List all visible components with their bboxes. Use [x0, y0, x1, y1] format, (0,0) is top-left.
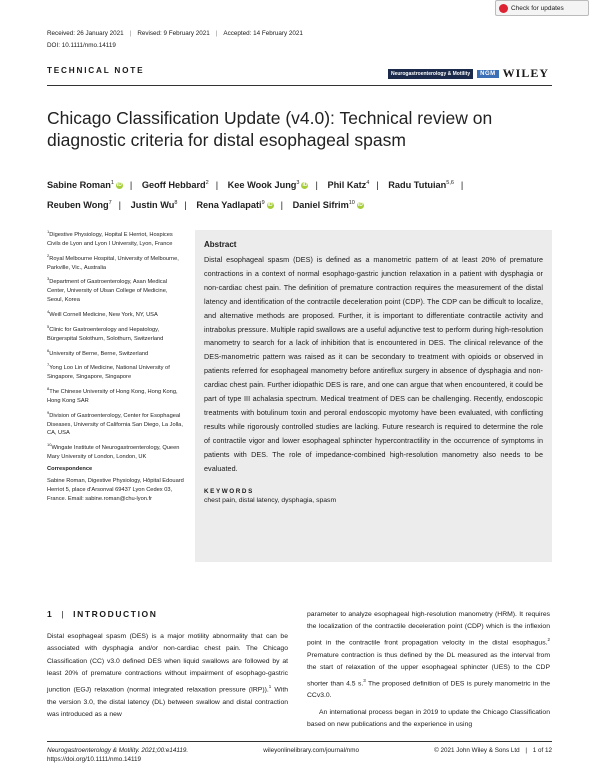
journal-citation: Neurogastroenterology & Motility. 2021;00:e14119.: [47, 747, 189, 754]
header-rule: [47, 85, 552, 86]
affiliation: $^2$Royal Melbourne Hospital, University of Melbourne, Parkville, Vic., Australia: [47, 252, 179, 271]
correspondence-text: Sabine Roman, Digestive Physiology, Hôpital Edouard Herriot 5, place d'Arsonval 69437 Lyon Cedex 03, France. Email: sabine.roman@chu-lyon.fr: [47, 477, 184, 502]
affiliation: $^3$Department of Gastroenterology, Asan Medical Center, University of Ulsan College of Medicine, Seoul, Korea: [47, 276, 168, 304]
author[interactable]: Radu Tutuian$^{5,6}$: [388, 180, 454, 191]
title-line-2: diagnostic criteria for distal esophageal spasm: [47, 130, 406, 150]
body-column-left: Distal esophageal spasm (DES) is a major motility abnormality that can be associated with dysphagia and/or non-cardiac chest pain. The Chicago Classification (CC) v3.0 defined DES when liquid swallows are followed by at least 20% of premature contractions without impairment of esophago-gastric junction (EGJ) relaxation (normal integrated relaxation pressure (IRP)).$^1$ With the version 3.0, the distal latency (DL) between swallow and distal contraction was introduced as a new: [47, 633, 289, 718]
article-type: TECHNICAL NOTE: [47, 66, 145, 75]
keywords: chest pain, distal latency, dysphagia, spasm: [204, 496, 337, 504]
journal-logo: Neurogastroenterology & Motility: [388, 69, 473, 79]
author[interactable]: Justin Wu$^8$: [130, 200, 178, 211]
author[interactable]: Reuben Wong$^7$: [47, 200, 112, 211]
article-dates: [47, 30, 303, 37]
reference-link[interactable]: 3: [363, 677, 366, 683]
footer-rule: [47, 741, 552, 742]
correspondence-heading: Correspondence: [47, 466, 93, 473]
affiliation: $^8$The Chinese University of Hong Kong, Hong Kong, Hong Kong SAR: [47, 386, 178, 404]
society-logo: NGM: [477, 70, 499, 78]
body-column-right: [307, 609, 550, 732]
affiliation: $^5$Clinic for Gastroenterology and Hepatology, Bürgerspital Solothurn, Solothurn, Switzerland: [47, 323, 164, 342]
date-separator: |: [129, 30, 132, 37]
orcid-icon[interactable]: iD: [267, 202, 273, 209]
section-number: 1: [47, 609, 54, 619]
section-title: INTRODUCTION: [73, 609, 158, 619]
orcid-icon[interactable]: iD: [302, 182, 308, 189]
author-list: Sabine Roman$^1$ iD | Geoff Hebbard$^2$ | Kee Wook Jung$^3$ iD | Phil Katz$^4$ | Radu Tutuian$^{5,6}$ | Reuben Wong$^7$ | Justin Wu$^8$ | Rena Yadlapati$^9$ iD | Daniel Sifrim$^{10}$ iD: [47, 180, 464, 211]
article-title: [47, 107, 527, 151]
abstract-box: [195, 230, 552, 562]
abstract-text: Distal esophageal spasm (DES) is defined as a manometric pattern of at least 20% of premature contractions in a context of normal esophago-gastric junction relaxation in a patient with dysphagia or non-cardiac chest pain. The definition of premature contraction requires the measurement of the distal latency and identification of the contractile deceleration point (CDP). The CDP can be difficult to localize, and alternative methods are proposed. Further, it is important to differentiate contractile activity and intrabolus pressure. Multiple rapid swallows are a useful adjunctive test to perform during high-resolution manometry to search for a lack of inhibition that is encountered in DES. The clinical relevance of the DES-manometric pattern was raised as it can be secondary to treatment with opioids or observed in patients referred for esophageal manometry before antireflux surgery in absence of dysphagia and non-cardiac chest pain. Further idiopathic DES is rare, and one can argue that when encountered, it could be part of type III achalasia spectrum. Medical treatment of DES can be challenging. Recently, endoscopic treatments with botulinum toxin and peroral endoscopic myotomy have been evaluated, with conflicting results while rigorously controlled studies are lacking. Future research is required to determine the role of contractile vigor and lower esophageal sphincter hypercontractility in the occurrence of symptoms in patients with DES. The role of impedance-combined high-resolution manometry also needs to be evaluated.: [204, 255, 543, 473]
orcid-icon[interactable]: iD: [357, 202, 363, 209]
author[interactable]: Phil Katz$^4$: [327, 180, 370, 191]
journal-logos: [388, 66, 549, 81]
publisher-logo: WILEY: [502, 66, 549, 80]
section-heading: 1 | INTRODUCTION: [47, 609, 158, 619]
update-badge-icon: [499, 4, 508, 13]
affiliation: $^6$University of Berne, Berne, Switzerland: [47, 347, 149, 357]
affiliations: [47, 228, 185, 507]
author[interactable]: Geoff Hebbard$^2$: [141, 180, 209, 191]
copyright: © 2021 John Wiley & Sons Ltd: [434, 747, 520, 754]
affiliation: $^{10}$Wingate Institute of Neurogastroenterology, Queen Mary University of London, London, UK: [47, 442, 180, 461]
revised-date: Revised: 9 February 2021: [137, 30, 210, 37]
paragraph: parameter to analyze esophageal high-resolution manometry (HRM). It requires the localization of the contractile deceleration point (CDP) which is the inflexion point in the contractile front propagation velocity in the distal esophagus.$^2$ Premature contraction is thus defined by the DL measured as the interval from the start of relaxation of the upper esophageal sphincter (UES) to the CDP shorter than 4.5 s.$^3$ The proposed definition of DES is purely manometric in the CCv3.0.: [307, 611, 550, 700]
author[interactable]: Sabine Roman$^1$ iD: [47, 180, 122, 191]
reference-link[interactable]: 2: [547, 636, 550, 642]
doi-link[interactable]: https://doi.org/10.1111/nmo.14119: [47, 756, 142, 763]
orcid-icon[interactable]: iD: [116, 182, 122, 189]
affiliation: $^1$Digestive Physiology, Hopital E Herriot, Hospices Civils de Lyon and Lyon I University, Lyon, France: [47, 229, 173, 247]
check-for-updates-button[interactable]: [495, 0, 589, 16]
author[interactable]: Rena Yadlapati$^9$ iD: [196, 200, 273, 211]
accepted-date: Accepted: 14 February 2021: [223, 30, 303, 37]
check-for-updates-label: Check for updates: [511, 4, 564, 12]
date-separator: |: [215, 30, 218, 37]
reference-link[interactable]: 1: [268, 683, 272, 689]
doi[interactable]: DOI: 10.1111/nmo.14119: [47, 42, 116, 49]
received-date: Received: 26 January 2021: [47, 30, 124, 37]
page-footer: Neurogastroenterology & Motility. 2021;00:e14119. wileyonlinelibrary.com/journal/nmo © 2021 John Wiley & Sons Ltd | 1 of 12 https://doi.org/10.1111/nmo.14119: [47, 747, 552, 763]
keywords-heading: KEYWORDS: [204, 487, 254, 495]
page-number: 1 of 12: [532, 747, 552, 754]
affiliation: $^7$Yong Loo Lin of Medicine, National University of Singapore, Singapore, Singapore: [47, 362, 170, 381]
author[interactable]: Daniel Sifrim$^{10}$ iD: [292, 200, 363, 211]
journal-website[interactable]: wileyonlinelibrary.com/journal/nmo: [263, 747, 360, 754]
author[interactable]: Kee Wook Jung$^3$ iD: [227, 180, 308, 191]
title-line-1: Chicago Classification Update (v4.0): Technical review on: [47, 108, 493, 128]
abstract-heading: Abstract: [204, 240, 237, 249]
paragraph: An international process began in 2019 to update the Chicago Classification based on new publications and the experience in using: [307, 708, 550, 729]
affiliation: $^9$Division of Gastroenterology, Center for Esophageal Diseases, University of California San Diego, La Jolla, CA, USA: [47, 409, 183, 437]
affiliation: $^4$Weill Cornell Medicine, New York, NY, USA: [47, 309, 158, 318]
